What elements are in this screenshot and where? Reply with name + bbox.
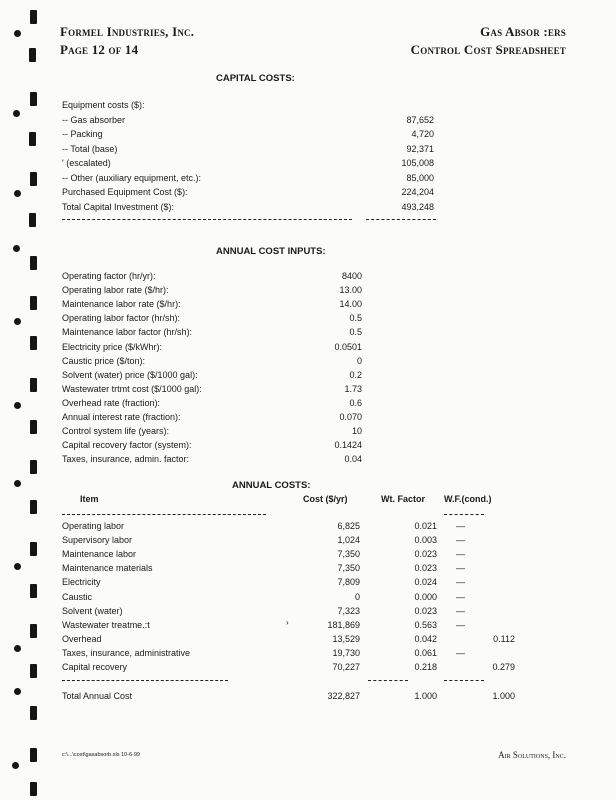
binder-hole <box>30 782 37 796</box>
input-row-label: Maintenance labor rate ($/hr): <box>62 299 181 310</box>
binder-ring <box>14 402 21 409</box>
table-row-wf: — <box>456 549 465 560</box>
input-row-value: 0.0501 <box>334 341 362 352</box>
footer-file-path: c:\...\cost\gasabsorb.xls 10-6-99 <box>62 752 140 758</box>
table-row-wt-factor: 0.003 <box>414 535 437 546</box>
input-row-value: 0.6 <box>349 397 362 408</box>
binder-hole <box>30 664 37 678</box>
input-row-label: Annual interest rate (fraction): <box>62 412 181 422</box>
table-divider <box>62 514 266 515</box>
input-row-value: 10 <box>351 426 362 437</box>
table-row-wt-factor: 0.024 <box>414 577 437 588</box>
table-row-wf: — <box>456 619 465 630</box>
binder-hole <box>29 48 36 62</box>
table-row-cost: 1,024 <box>337 535 360 546</box>
binder-hole <box>30 420 37 434</box>
table-row-wt-factor: 0.021 <box>414 521 437 531</box>
table-row-wf: — <box>456 535 465 546</box>
table-row-wf: — <box>456 577 465 588</box>
table-row-item: Caustic <box>62 591 93 602</box>
binder-hole <box>30 706 37 720</box>
input-row-label: Caustic price ($/ton): <box>62 355 146 366</box>
table-row-wt-factor: 0.042 <box>414 633 437 644</box>
capital-row-value: 92,371 <box>406 143 434 154</box>
total-wt-factor: 1.000 <box>414 691 437 701</box>
capital-row-value: 85,000 <box>406 172 434 183</box>
table-row-cost: 7,323 <box>337 605 360 616</box>
table-row-wt-factor: 0.218 <box>414 662 437 672</box>
input-row-value: 0.5 <box>349 327 362 338</box>
input-row-value: 0 <box>356 355 362 366</box>
binder-ring <box>14 563 21 570</box>
table-row-wf: — <box>456 563 465 574</box>
table-row-cost: 7,350 <box>337 563 360 574</box>
table-row-item: Electricity <box>62 577 101 588</box>
table-row-wt-factor: 0.563 <box>414 619 437 630</box>
binder-hole <box>30 584 37 598</box>
capital-costs-title: CAPITAL COSTS: <box>216 73 295 84</box>
table-row-item: Capital recovery <box>62 662 128 672</box>
input-row-value: 0.5 <box>349 313 362 324</box>
binder-hole <box>30 256 37 270</box>
binder-hole <box>30 624 37 638</box>
capital-row-value: 493,248 <box>401 201 434 212</box>
binder-hole <box>30 500 37 514</box>
table-row-wt-factor: 0.023 <box>414 563 437 574</box>
table-row-cost: 7,350 <box>337 549 360 560</box>
binder-hole <box>30 92 37 106</box>
total-divider <box>368 680 408 681</box>
table-row-wf: — <box>456 521 465 531</box>
capital-divider <box>62 219 352 220</box>
table-row-wt-factor: 0.000 <box>414 591 437 602</box>
table-row-cost: 7,809 <box>337 577 360 588</box>
input-row-label: Control system life (years): <box>62 426 170 437</box>
col-header-item: Item <box>80 494 99 504</box>
annual-costs-title: ANNUAL COSTS: <box>232 480 311 491</box>
table-row-wf: — <box>456 647 465 658</box>
col-header-wt-factor: Wt. Factor <box>381 494 425 504</box>
stray-mark: › <box>286 618 289 627</box>
input-row-label: Operating labor rate ($/hr): <box>62 285 169 296</box>
capital-row-label: ' (escalated) <box>62 158 111 168</box>
footer-company: Air Solutions, Inc. <box>498 750 566 760</box>
binder-hole <box>29 213 36 227</box>
binder-ring <box>12 762 19 769</box>
binder-ring <box>14 688 21 695</box>
table-row-item: Overhead <box>62 633 102 644</box>
capital-row-value: 87,652 <box>406 114 434 125</box>
table-row-item: Solvent (water) <box>62 605 123 616</box>
table-row-cost: 19,730 <box>332 647 360 658</box>
capital-row-label: -- Gas absorber <box>62 114 126 125</box>
document-title: Gas Absor :ers <box>480 24 566 39</box>
input-row-value: 14.00 <box>339 299 362 310</box>
binder-ring <box>14 30 21 37</box>
table-row-wf: — <box>456 605 465 616</box>
input-row-value: 8400 <box>341 271 362 281</box>
binder-hole <box>30 748 37 762</box>
input-row-value: 0.1424 <box>334 440 362 451</box>
table-row-cost: 70,227 <box>332 662 360 672</box>
table-row-wt-factor: 0.023 <box>414 549 437 560</box>
input-row-value: 1.73 <box>344 383 362 394</box>
input-row-label: Capital recovery factor (system): <box>62 440 192 451</box>
col-header-cost: Cost ($/yr) <box>303 494 348 504</box>
page-number: Page 12 of 14 <box>60 42 139 57</box>
capital-row-value: 105,008 <box>401 158 434 168</box>
capital-row-label: Total Capital Investment ($): <box>62 201 175 212</box>
input-row-label: Solvent (water) price ($/1000 gal): <box>62 369 198 380</box>
input-row-label: Taxes, insurance, admin. factor: <box>62 454 190 465</box>
binder-hole <box>30 296 37 310</box>
col-header-wf-cond: W.F.(cond.) <box>444 494 492 504</box>
table-row-wf-cond: 0.112 <box>493 633 515 644</box>
capital-row-value: 4,720 <box>411 129 434 139</box>
binder-ring <box>13 110 20 117</box>
input-row-value: 13.00 <box>339 285 362 296</box>
input-row-label: Wastewater trtmt cost ($/1000 gal): <box>62 383 202 394</box>
binder-hole <box>30 542 37 556</box>
table-row-cost: 6,825 <box>337 521 360 531</box>
table-row-item: Maintenance labor <box>62 549 137 560</box>
table-row-wf-cond: 0.279 <box>492 662 515 672</box>
binder-hole <box>29 132 36 146</box>
capital-row-label: Purchased Equipment Cost ($): <box>62 187 188 197</box>
binder-ring <box>14 480 21 487</box>
input-row-label: Operating factor (hr/yr): <box>62 271 156 281</box>
binder-hole <box>30 460 37 474</box>
company-name: Formel Industries, Inc. <box>60 24 195 39</box>
total-label: Total Annual Cost <box>62 691 133 701</box>
input-row-value: 0.04 <box>344 454 362 465</box>
table-row-item: Wastewater treatme.:t <box>62 619 150 630</box>
input-row-value: 0.2 <box>349 369 362 380</box>
table-row-cost: 0 <box>354 591 360 602</box>
capital-row-label: Equipment costs ($): <box>62 100 145 110</box>
table-row-wf: — <box>456 591 465 602</box>
capital-row-value: 224,204 <box>401 187 434 197</box>
binder-ring <box>14 318 21 325</box>
table-row-item: Operating labor <box>62 521 125 531</box>
binder-hole <box>30 378 37 392</box>
capital-row-label: -- Total (base) <box>62 143 118 154</box>
table-row-wt-factor: 0.023 <box>414 605 437 616</box>
input-row-label: Overhead rate (fraction): <box>62 397 161 408</box>
table-row-item: Supervisory labor <box>62 535 133 546</box>
input-row-label: Maintenance labor factor (hr/sh): <box>62 327 193 338</box>
total-wf-cond: 1.000 <box>492 691 515 701</box>
input-row-value: 0.070 <box>339 412 362 422</box>
total-cost: 322,827 <box>327 691 360 701</box>
binder-hole <box>30 10 37 24</box>
annual-cost-inputs-title: ANNUAL COST INPUTS: <box>216 246 326 257</box>
binder-ring <box>14 645 21 652</box>
binder-ring <box>14 190 21 197</box>
capital-row-label: -- Other (auxiliary equipment, etc.): <box>62 172 202 183</box>
table-divider <box>444 514 484 515</box>
table-row-cost: 13,529 <box>332 633 360 644</box>
table-row-item: Taxes, insurance, administrative <box>62 647 191 658</box>
document-subtitle: Control Cost Spreadsheet <box>410 42 566 57</box>
binder-hole <box>30 336 37 350</box>
total-divider <box>62 680 228 681</box>
table-row-wt-factor: 0.061 <box>414 647 437 658</box>
binder-hole <box>30 172 37 186</box>
binder-margin <box>0 0 42 800</box>
input-row-label: Operating labor factor (hr/sh): <box>62 313 181 324</box>
input-row-label: Electricity price ($/kWhr): <box>62 341 163 352</box>
capital-row-label: -- Packing <box>62 129 103 139</box>
total-divider <box>444 680 484 681</box>
table-row-item: Maintenance materials <box>62 563 153 574</box>
table-row-cost: 181,869 <box>327 619 360 630</box>
capital-divider <box>366 219 436 220</box>
binder-ring <box>13 245 20 252</box>
